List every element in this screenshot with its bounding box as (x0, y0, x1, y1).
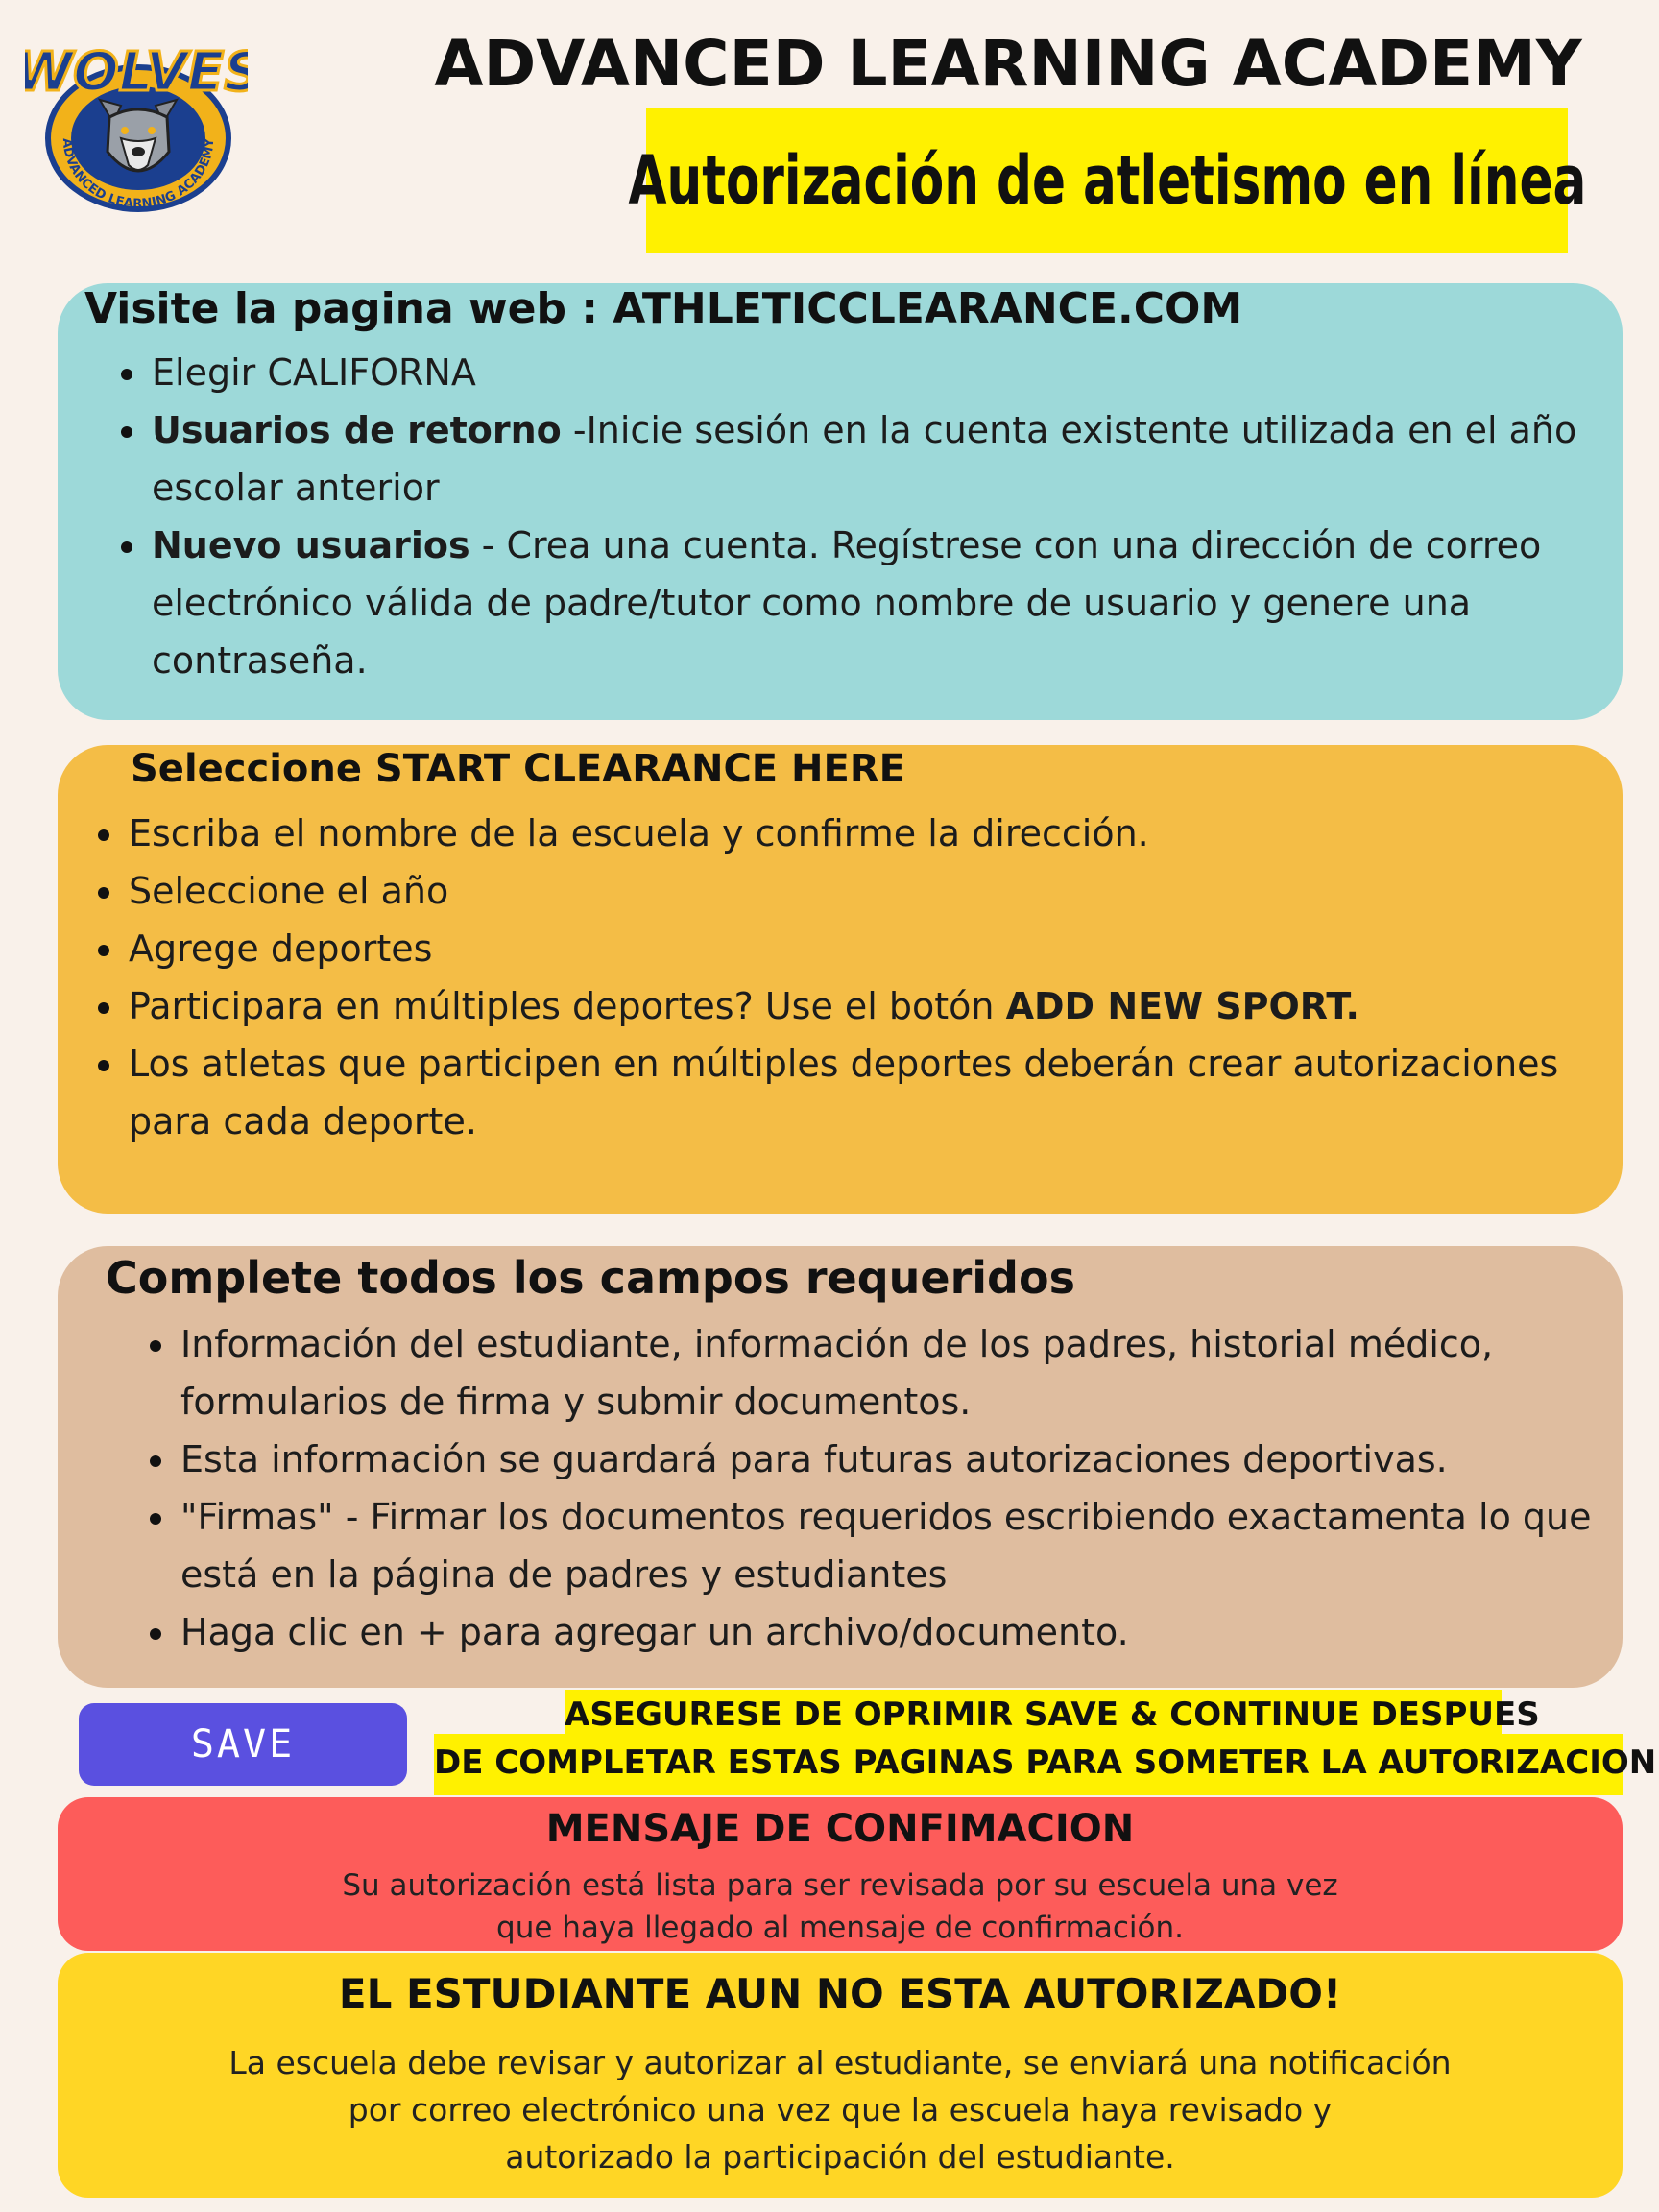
subtitle-banner (628, 108, 1586, 253)
list-item: Esta información se guardará para futuras autorizaciones deportivas. (180, 1431, 1601, 1488)
required-fields-list (180, 1315, 1601, 1661)
list-item: Escriba el nombre de la escuela y confirme la dirección. (129, 805, 1598, 862)
start-clearance-list (129, 805, 1598, 1150)
website-steps-list (152, 344, 1592, 689)
required-fields-heading: Complete todos los campos requeridos (106, 1252, 1075, 1304)
confirmation-text: Su autorización está lista para ser revisada por su escuela una vez que haya llegado al mensaje de confirmación. (342, 1868, 1338, 1945)
start-clearance-heading: Seleccione START CLEARANCE HERE (131, 747, 905, 791)
list-item: Seleccione el año (129, 862, 1598, 920)
not-authorized-text: La escuela debe revisar y autorizar al estudiante, se enviará una notificación por correo electrónico una vez que la escuela haya revisado y autorizado la participación del estudiante. (228, 2044, 1452, 2176)
school-logo (25, 25, 248, 213)
list-item: Nuevo usuarios - Crea una cuenta. Regístrese con una dirección de correo electrónico válida de padre/tutor como nombre de usuario y genere una contraseña. (152, 517, 1592, 689)
school-name: ADVANCED LEARNING ACADEMY (434, 27, 1582, 101)
not-authorized-heading: EL ESTUDIANTE AUN NO ESTA AUTORIZADO! (338, 1970, 1342, 2017)
save-note-line-2: DE COMPLETAR ESTAS PAGINAS PARA SOMETER LA AUTORIZACION (434, 1734, 1623, 1795)
list-item: Agrege deportes (129, 920, 1598, 977)
list-item: "Firmas" - Firmar los documentos requeridos escribiendo exactamenta lo que está en la página de padres y estudiantes (180, 1488, 1601, 1603)
website-heading: Visite la pagina web : ATHLETICCLEARANCE.COM (84, 284, 1243, 333)
list-item: Elegir CALIFORNA (152, 344, 1592, 401)
list-item: Usuarios de retorno -Inicie sesión en la cuenta existente utilizada en el año escolar anterior (152, 401, 1592, 517)
save-button[interactable]: SAVE (79, 1703, 407, 1786)
confirmation-heading: MENSAJE DE CONFIMACION (545, 1807, 1135, 1851)
list-item: Haga clic en + para agregar un archivo/documento. (180, 1603, 1601, 1661)
list-item: Información del estudiante, información de los padres, historial médico, formularios de firma y submir documentos. (180, 1315, 1601, 1431)
list-item: Participara en múltiples deportes? Use el botón ADD NEW SPORT. (129, 977, 1598, 1035)
list-item: Los atletas que participen en múltiples deportes deberán crear autorizaciones para cada deporte. (129, 1035, 1598, 1150)
logo-ring-text: ADVANCED LEARNING ACADEMY (59, 137, 218, 212)
page-subtitle: Autorización de atletismo en línea (628, 141, 1586, 220)
logo-wordmark: WOLVE (25, 41, 225, 104)
save-note-line-1: ASEGURESE DE OPRIMIR SAVE & CONTINUE DESPUES (565, 1690, 1502, 1740)
